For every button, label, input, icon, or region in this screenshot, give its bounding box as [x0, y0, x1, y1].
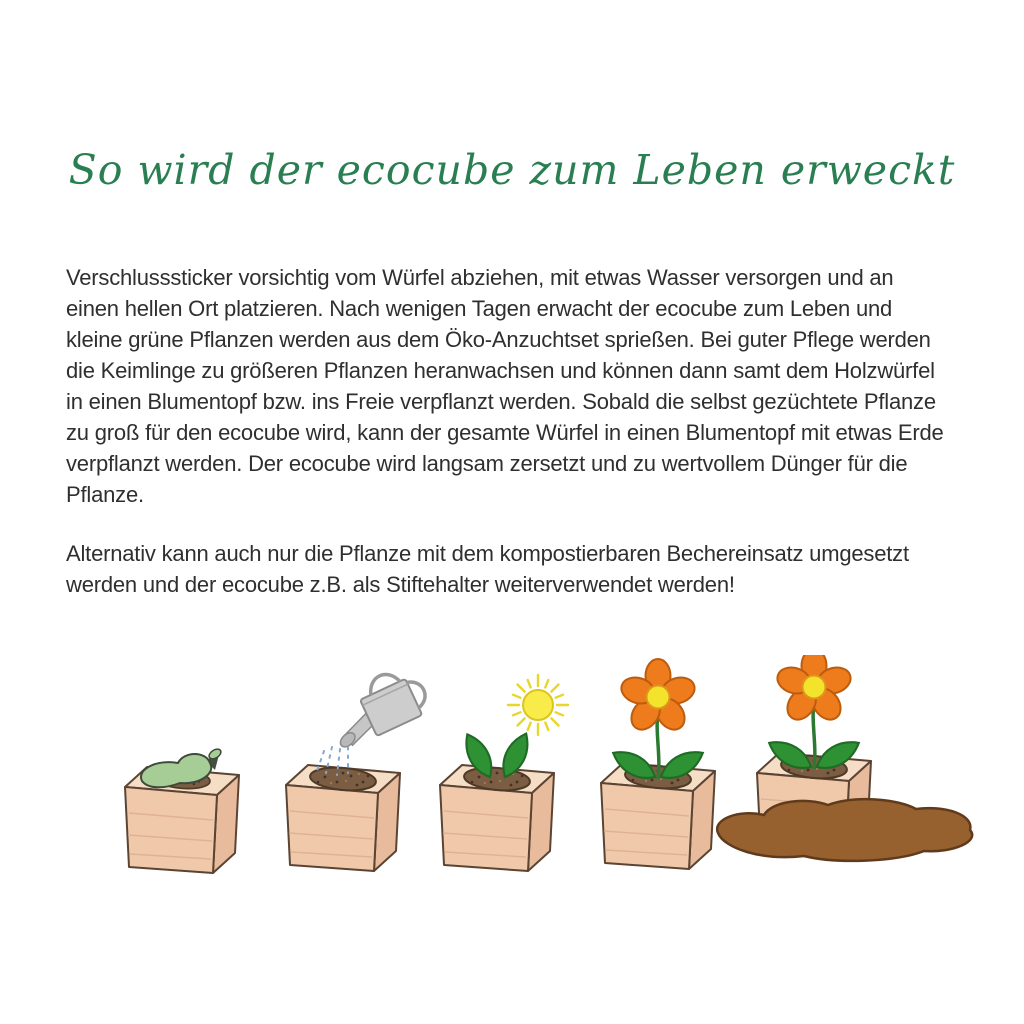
- seal-sticker-cube-icon: [105, 655, 265, 890]
- watering-can-cube-icon: [272, 655, 442, 890]
- paragraph-1: Verschlusssticker vorsichtig vom Würfel abziehen, mit etwas Wasser versorgen und an einen hellen Ort platzieren. Nach wenigen Tagen erwacht der ecocube zum Leben und kleine grüne Pflanzen werden aus dem Öko-Anzuchtset sprießen. Bei guter Pflege werden die Keimlinge zu größeren Pflanzen heranwachsen und können dann samt dem Holzwürfel in einen Blumentopf bzw. ins Freie verpflanzt werden. Sobald die selbst gezüchtete Pflanze zu groß für den ecocube wird, kann der gesamte Würfel in einen Blumentopf mit etwas Erde verpflanzt werden. Der ecocube wird langsam zersetzt und zu wertvollem Dünger für die Pflanze.: [66, 265, 944, 507]
- flower-cube-in-soil-icon: [706, 655, 991, 890]
- soil-mound: [717, 799, 972, 861]
- orange-flower: [608, 659, 707, 785]
- page-title: So wird der ecocube zum Leben erweckt: [68, 146, 956, 194]
- body-text: [66, 262, 944, 600]
- sun-icon: [508, 675, 568, 735]
- watering-can-icon: [320, 661, 433, 752]
- seedling-sun-cube-icon: [424, 655, 589, 890]
- paragraph-2: Alternativ kann auch nur die Pflanze mit dem kompostierbaren Bechereinsatz umgesetzt werden und der ecocube z.B. als Stiftehalter weiterverwendet werden!: [66, 541, 909, 597]
- orange-flower: [764, 655, 863, 775]
